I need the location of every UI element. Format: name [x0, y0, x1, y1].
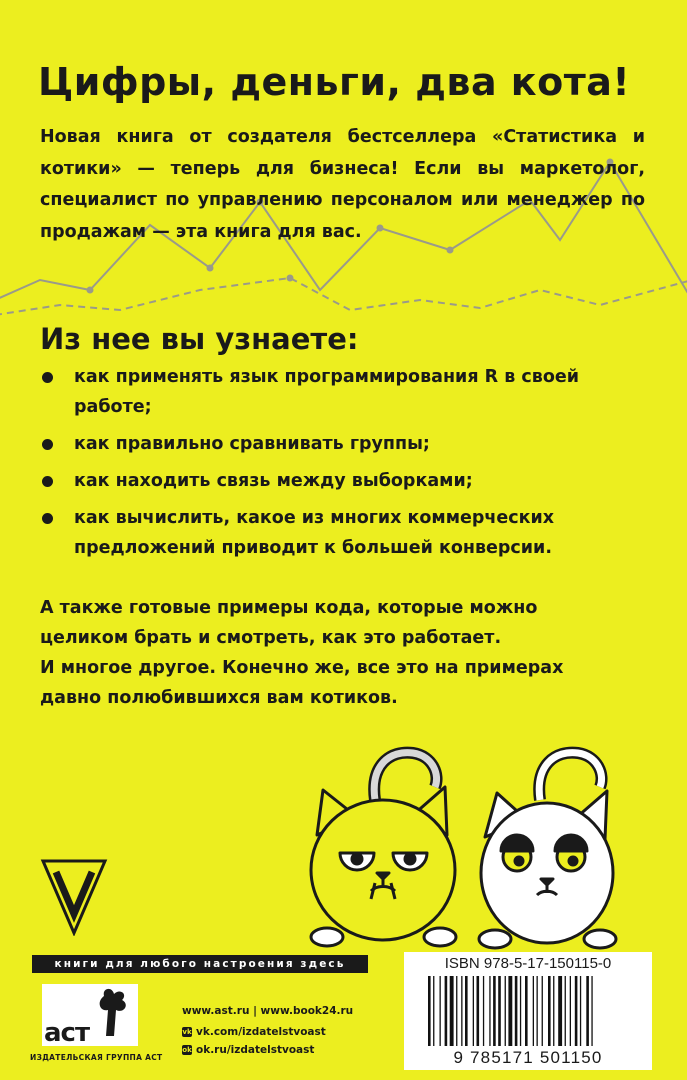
- barcode-panel: [404, 952, 652, 1070]
- barcode-bar: [537, 976, 538, 1046]
- outro-paragraph: [40, 593, 640, 713]
- barcode-bar: [548, 976, 551, 1046]
- v-emblem-icon: [40, 858, 108, 936]
- learn-heading: Из нее вы узнаете:: [40, 322, 359, 356]
- outro-line: И многое другое. Конечно же, все это на примерах: [40, 658, 564, 678]
- barcode-bar: [483, 976, 484, 1046]
- white-cat: [479, 753, 616, 948]
- publisher-caption: ИЗДАТЕЛЬСКАЯ ГРУППА АСТ: [30, 1053, 163, 1062]
- outro-line: целиком брать и смотреть, как это работает.: [40, 628, 502, 648]
- barcode-bar: [508, 976, 512, 1046]
- intro-paragraph: Новая книга от создателя бестселлера «Статистика и котики» — теперь для бизнеса! Если вы маркетолог, специалист по управлению персоналом или менеджер по продажам — эта книга для вас.: [40, 127, 645, 242]
- barcode-bar: [591, 976, 592, 1046]
- list-item: как вычислить, какое из многих коммерческих предложений приводит к большей конверсии.: [40, 503, 660, 563]
- barcode-bar: [440, 976, 441, 1046]
- yellow-cat: [311, 753, 456, 946]
- social-link-text: ok.ru/izdatelstvoast: [196, 1044, 315, 1056]
- barcode-bar: [498, 976, 501, 1046]
- barcode-bar: [493, 976, 496, 1046]
- barcode-bar: [428, 976, 431, 1046]
- barcode-bar: [586, 976, 589, 1046]
- barcode-bar: [525, 976, 528, 1046]
- barcode-bars: [428, 976, 640, 1046]
- barcode-bar: [533, 976, 534, 1046]
- isbn-label: ISBN 978-5-17-150115-0: [444, 955, 612, 972]
- list-item: как находить связь между выборками;: [40, 466, 660, 496]
- outro-line: давно полюбившихся вам котиков.: [40, 688, 398, 708]
- vk-icon: vk: [182, 1028, 192, 1036]
- barcode-bar: [553, 976, 554, 1046]
- social-link-text: vk.com/izdatelstvoast: [196, 1026, 326, 1038]
- ast-logo-text: аст: [44, 1018, 90, 1048]
- list-item: как применять язык программирования R в своей работе;: [40, 362, 660, 422]
- barcode-bar: [489, 976, 490, 1046]
- barcode-bar: [456, 976, 457, 1046]
- barcode-bar: [505, 976, 506, 1046]
- barcode-bar: [477, 976, 480, 1046]
- barcode-bar: [461, 976, 462, 1046]
- feature-list: [40, 355, 660, 563]
- barcode-number: 9 785171 501150: [453, 1048, 603, 1067]
- two-cats-illustration: [295, 745, 625, 950]
- barcode-bar: [570, 976, 571, 1046]
- tagline-bar: книги для любого настроения здесь: [32, 955, 368, 973]
- barcode-bar: [542, 976, 543, 1046]
- barcode-bar: [520, 976, 521, 1046]
- barcode-bar: [473, 976, 474, 1046]
- barcode-bar: [575, 976, 578, 1046]
- barcode-bar: [433, 976, 434, 1046]
- barcode-bar: [445, 976, 448, 1046]
- barcode-bar: [580, 976, 581, 1046]
- barcode-bar: [450, 976, 454, 1046]
- social-link-vk[interactable]: [182, 1026, 326, 1038]
- list-item: как правильно сравнивать группы;: [40, 429, 660, 459]
- outro-line: А также готовые примеры кода, которые можно: [40, 598, 538, 618]
- ok-icon: ok: [182, 1046, 192, 1054]
- barcode-bar: [565, 976, 566, 1046]
- publisher-urls[interactable]: www.ast.ru | www.book24.ru: [182, 1005, 354, 1017]
- chart-line-dashed: [0, 278, 687, 315]
- barcode-bar: [515, 976, 518, 1046]
- cover-title: Цифры, деньги, два кота!: [38, 60, 631, 104]
- social-link-ok[interactable]: [182, 1044, 314, 1056]
- barcode-bar: [465, 976, 468, 1046]
- barcode-bar: [558, 976, 562, 1046]
